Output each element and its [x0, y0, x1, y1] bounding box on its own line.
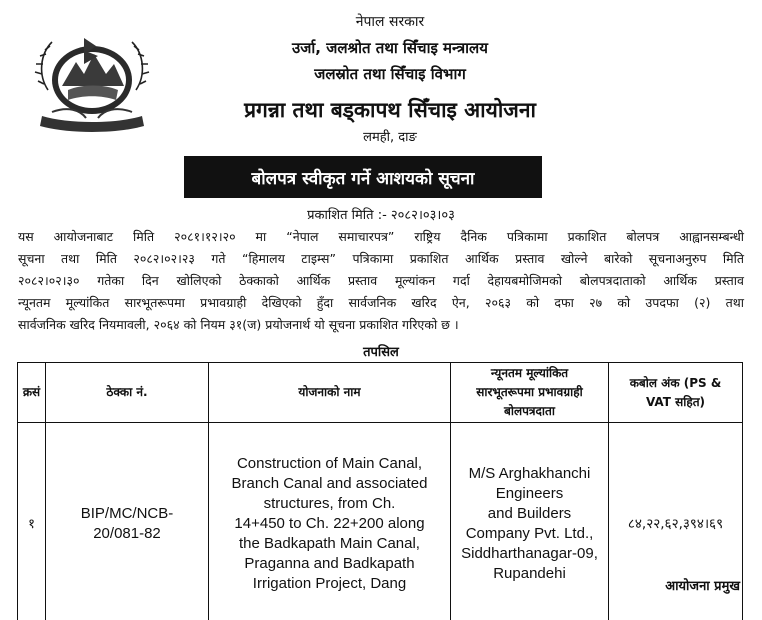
cell-bid-amount: ८४,२२,६२,३९४।६९: [609, 423, 743, 620]
header-bid-amount: [609, 363, 743, 423]
table-header-row: [18, 363, 743, 423]
paragraph-line: न्यूनतम मूल्यांकित सारभूतरूपमा प्रभावग्राही देखिएको हुँदा सार्वजनिक खरिद ऐन, २०६३ को दफा २७ को उपदफा (२) तथा: [18, 295, 744, 310]
header-location: लमही, दाङ: [363, 130, 417, 145]
paragraph-line: यस आयोजनाबाट मिति २०८१।१२।२० मा “नेपाल समाचारपत्र” राष्ट्रिय दैनिक पत्रिकामा प्रकाशित बोलपत्र आह्वानसम्बन्धी: [18, 229, 744, 244]
cell-bidder: [451, 423, 609, 620]
bidder-line: and Builders: [487, 504, 572, 522]
project-line: the Badkapath Main Canal,: [239, 534, 420, 552]
project-line: 14+450 to Ch. 22+200 along: [234, 514, 425, 532]
header-amount-line: VAT सहित): [645, 394, 706, 409]
header-amount-line: कबोल अंक (PS &: [629, 375, 722, 390]
header-project-title: प्रगन्ना तथा बड्कापथ सिँचाइ आयोजना: [244, 98, 536, 122]
header-bidder-line: बोलपत्रदाता: [504, 404, 555, 418]
header-project-name: योजनाको नाम: [209, 363, 451, 423]
paragraph-line: सूचना तथा मिति २०८२।०२।२३ गते “हिमालय टाइम्स” पत्रिकामा प्रकाशित आर्थिक प्रस्ताव खोल्ने बारेको सूचनाअनुरुप मिति: [18, 251, 744, 266]
bidder-line: Rupandehi: [493, 564, 566, 582]
cell-project-name: [209, 423, 451, 620]
header-sn: क्रसं: [18, 363, 46, 423]
table-row: [18, 423, 743, 620]
bidder-line: Company Pvt. Ltd.,: [465, 524, 594, 542]
header-bidder-line: सारभूतरूपमा प्रभावग्राही: [476, 385, 583, 399]
paragraph-line: २०८२।०२।३० गतेका दिन खोलिएको ठेक्काको आर्थिक प्रस्ताव मूल्यांकन गर्दा देहायबमोजिमको बोलपत्रदाताको आर्थिक प्रस्ताव: [18, 273, 744, 288]
signature-project-chief: आयोजना प्रमुख: [665, 579, 740, 594]
header-ministry: उर्जा, जलश्रोत तथा सिँचाइ मन्त्रालय: [292, 39, 488, 57]
contract-line: BIP/MC/NCB-: [80, 504, 174, 522]
bidder-line: Engineers: [495, 484, 564, 502]
notice-title: बोलपत्र स्वीकृत गर्ने आशयको सूचना: [251, 168, 475, 189]
published-date: प्रकाशित मिति :- २०८२।०३।०३: [307, 208, 455, 223]
paragraph-line: सार्वजनिक खरिद नियमावली, २०६४ को नियम ३१(ज) प्रयोजनार्थ यो सूचना प्रकाशित गरिएको छ ।: [18, 317, 459, 332]
header-department: जलस्रोत तथा सिँचाइ विभाग: [314, 65, 466, 83]
header-contract-no: ठेक्का नं.: [46, 363, 209, 423]
project-line: Praganna and Badkapath: [244, 554, 415, 572]
header-bidder-line: न्यूनतम मूल्यांकित: [490, 366, 569, 380]
notice-title-banner: [184, 156, 542, 198]
project-line: structures, from Ch.: [263, 494, 396, 512]
notice-paragraph: [18, 226, 744, 336]
award-table: [17, 362, 743, 620]
header-bidder: [451, 363, 609, 423]
project-line: Branch Canal and associated: [231, 474, 428, 492]
contract-line: 20/081-82: [93, 524, 161, 542]
project-line: Irrigation Project, Dang: [252, 574, 407, 592]
cell-sn: १: [18, 423, 46, 620]
bidder-line: Siddharthanagar-09,: [461, 544, 598, 562]
header-government: नेपाल सरकार: [355, 14, 425, 30]
nepal-emblem-icon: [28, 20, 156, 136]
project-line: Construction of Main Canal,: [236, 454, 423, 472]
bidder-line: M/S Arghakhanchi: [468, 464, 591, 482]
cell-contract-no: [46, 423, 209, 620]
table-caption: तपसिल: [363, 345, 399, 360]
